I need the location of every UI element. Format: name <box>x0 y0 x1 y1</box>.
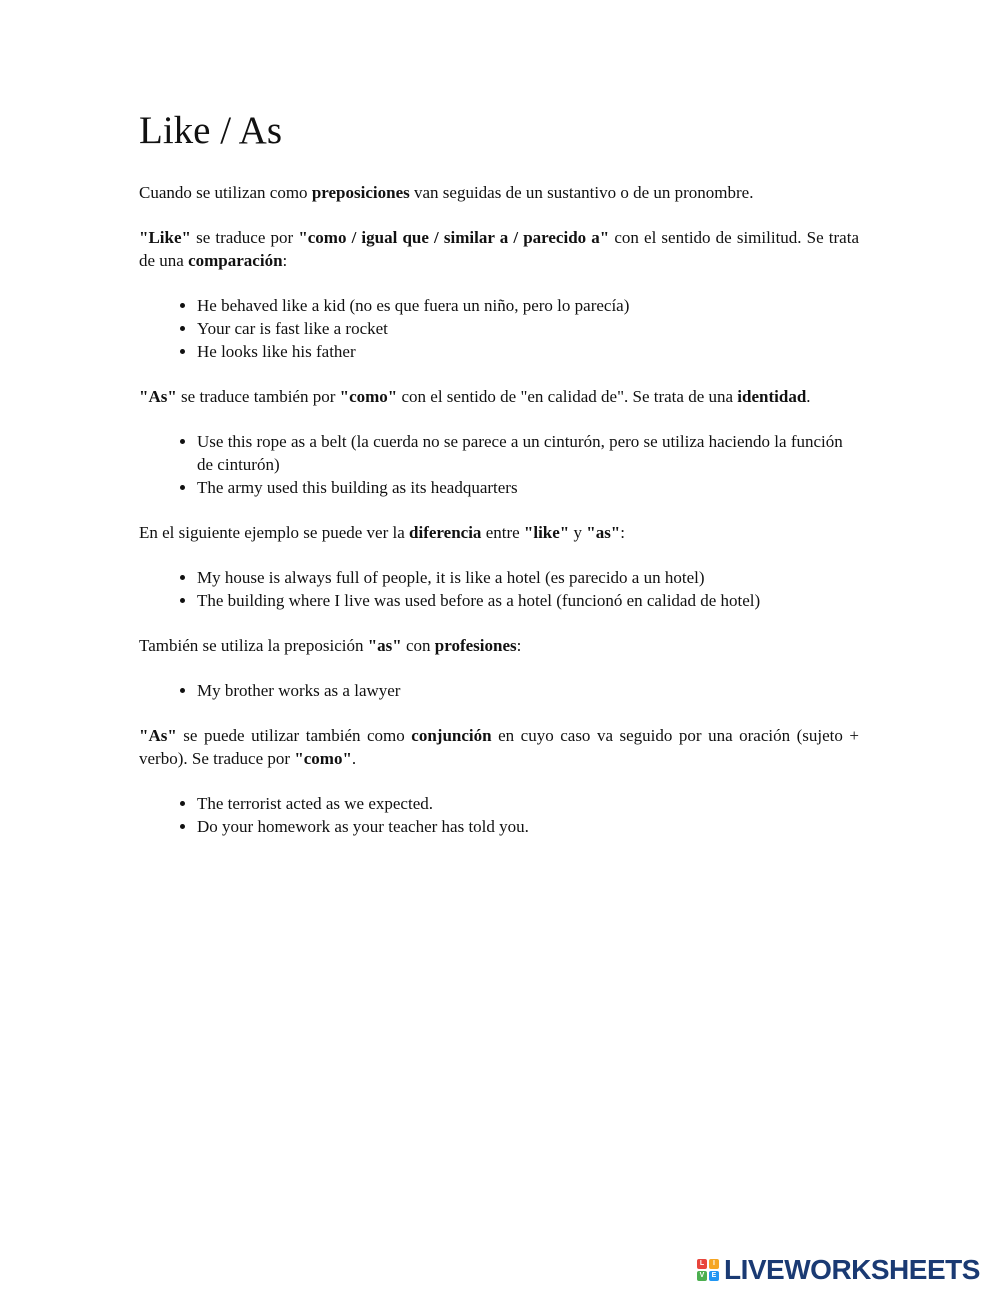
list-item: • My house is always full of people, it is like a hotel (es parecido a un hotel) <box>197 566 859 589</box>
text: se traduce por <box>190 227 299 247</box>
examples-list-like <box>139 294 859 363</box>
bold-text: "As" <box>139 386 177 406</box>
text: en cuyo caso va seguido por una oración (sujeto + verbo). Se traduce por <box>139 725 859 768</box>
text: con <box>401 635 435 655</box>
text: : <box>516 635 522 655</box>
bold-text: comparación <box>188 250 283 270</box>
logo-mark-icon <box>697 1259 719 1281</box>
list-item: • The army used this building as its headquarters <box>197 476 859 499</box>
text: se traduce también por <box>176 386 340 406</box>
list-item: • He looks like his father <box>197 340 859 363</box>
text: entre <box>481 522 524 542</box>
logo-text: LIVEWORKSHEETS <box>724 1254 980 1285</box>
logo-letter: E <box>709 1271 719 1281</box>
list-item: • My brother works as a lawyer <box>197 679 859 702</box>
liveworksheets-logo <box>697 1253 980 1287</box>
text: También se utiliza la preposición <box>139 635 368 655</box>
bold-text: "como" <box>294 748 352 768</box>
examples-list-as <box>139 430 859 499</box>
list-item: • Use this rope as a belt (la cuerda no se parece a un cinturón, pero se utiliza haciendo la función de cinturón) <box>197 430 859 476</box>
bold-text: preposiciones <box>311 182 410 202</box>
text: En el siguiente ejemplo se puede ver la <box>139 522 410 542</box>
text: y <box>569 522 587 542</box>
text: : <box>620 522 625 542</box>
logo-letter: I <box>709 1259 719 1269</box>
list-item: • Your car is fast like a rocket <box>197 317 859 340</box>
bold-text: "as" <box>586 522 621 542</box>
bold-text: "como / igual que / similar a / parecido a" <box>298 227 610 247</box>
examples-list-professions <box>139 679 859 702</box>
paragraph-professions <box>139 634 859 657</box>
page-title: Like / As <box>139 109 282 152</box>
text: Cuando se utilizan como <box>139 182 312 202</box>
bold-text: "Like" <box>139 227 191 247</box>
list-item: • He behaved like a kid (no es que fuera un niño, pero lo parecía) <box>197 294 859 317</box>
paragraph-as <box>139 385 859 408</box>
document-page <box>139 110 859 860</box>
paragraph-difference <box>139 521 859 544</box>
list-item: • Do your homework as your teacher has told you. <box>197 815 859 838</box>
examples-list-difference <box>139 566 859 612</box>
bold-text: diferencia <box>409 522 482 542</box>
bold-text: "como" <box>339 386 398 406</box>
examples-list-conjunction <box>139 792 859 838</box>
bold-text: profesiones <box>434 635 517 655</box>
bold-text: identidad <box>737 386 807 406</box>
bold-text: conjunción <box>411 725 492 745</box>
bold-text: "As" <box>139 725 177 745</box>
text: . <box>806 386 811 406</box>
paragraph-intro <box>139 181 859 204</box>
list-item: • The building where I live was used before as a hotel (funcionó en calidad de hotel) <box>197 589 859 612</box>
text: : <box>282 250 288 270</box>
text: con el sentido de "en calidad de". Se trata de una <box>397 386 738 406</box>
logo-letter: V <box>697 1271 707 1281</box>
bold-text: "as" <box>367 635 402 655</box>
paragraph-conjunction <box>139 724 859 770</box>
list-item: • The terrorist acted as we expected. <box>197 792 859 815</box>
text: van seguidas de un sustantivo o de un pronombre. <box>409 182 754 202</box>
text: se puede utilizar también como <box>176 725 412 745</box>
paragraph-like <box>139 226 859 272</box>
logo-letter: L <box>697 1259 707 1269</box>
text: con el sentido de similitud. Se trata de una <box>139 227 860 270</box>
bold-text: "like" <box>523 522 570 542</box>
text: . <box>351 748 357 768</box>
